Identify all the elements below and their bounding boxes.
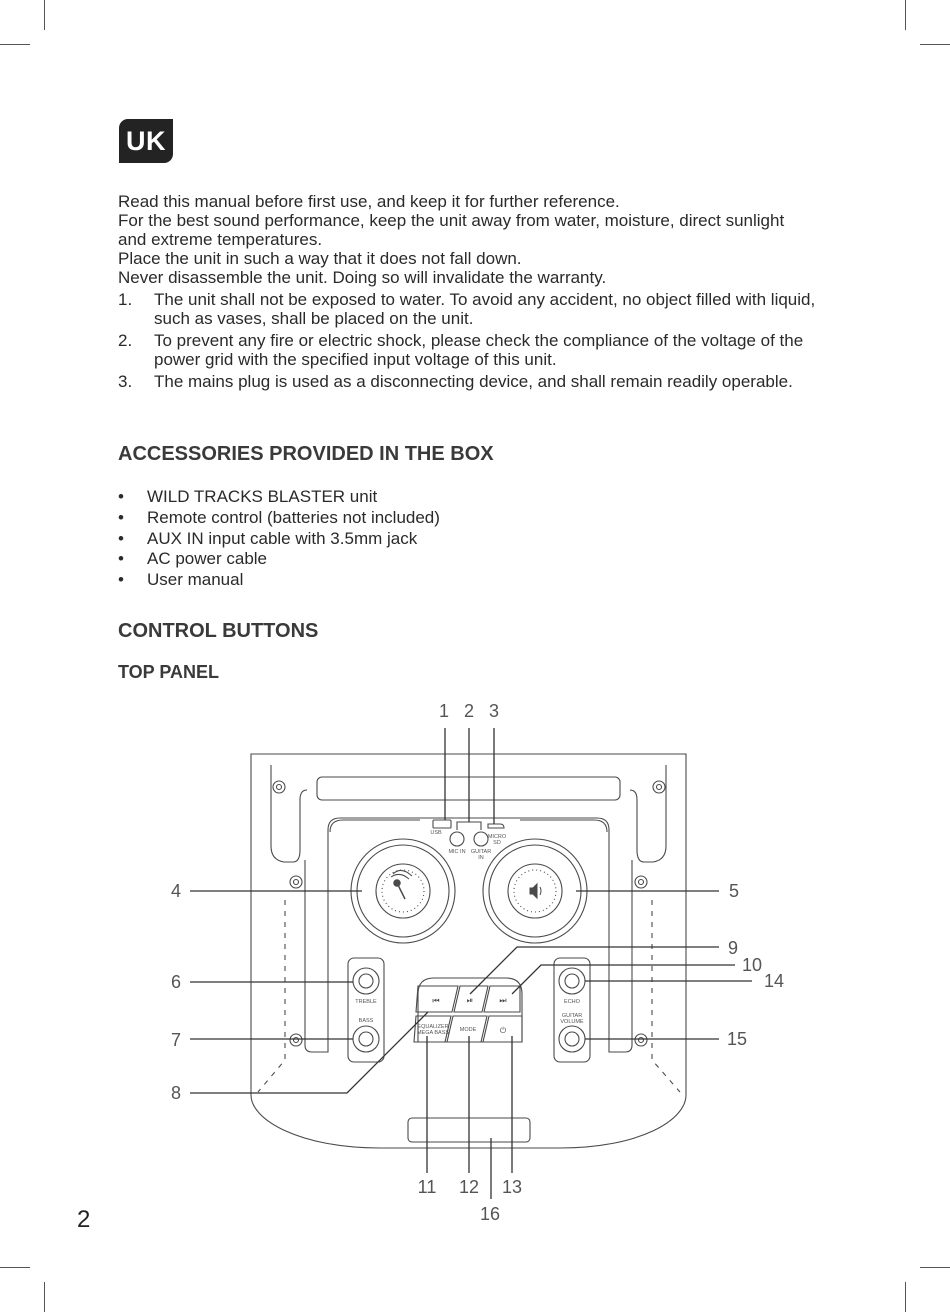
callout-number: 8 [170,1083,182,1103]
callout-number: 10 [741,955,763,975]
guitar-in-jack [474,832,488,846]
callout-number: 15 [726,1029,748,1049]
mic-in-jack [450,832,464,846]
mic-in-label: MIC IN [448,849,466,855]
callout-number: 3 [488,701,500,721]
callout-number: 7 [170,1030,182,1050]
treble-label: TREBLE [355,999,377,1005]
equalizer-label: MEGA BASS [416,1030,450,1036]
bass-label: BASS [358,1018,374,1024]
intro-line: Read this manual before first use, and keep it for further reference. [118,192,620,211]
mic-volume-knob [351,839,455,943]
list-item: • WILD TRACKS BLASTER unit [118,487,440,508]
callout-number: 5 [728,881,740,901]
callout-number: 11 [417,1177,437,1197]
list-item: • Remote control (batteries not included) [118,508,440,529]
list-item: • AC power cable [118,549,440,570]
list-item: • User manual [118,570,440,591]
list-item: • AUX IN input cable with 3.5mm jack [118,529,440,550]
usb-port [433,820,451,828]
bass-knob [353,1026,379,1052]
play-pause-icon: ⏯ [466,996,474,1005]
callout-number: 4 [170,881,182,901]
power-icon: ⏻ [499,1026,507,1035]
callout-number: 6 [170,972,182,992]
safety-item: 3. The mains plug is used as a disconnecting device, and shall remain readily operable. [118,372,793,391]
equalizer-label: EQUALIZER [417,1024,449,1030]
safety-item: 1. The unit shall not be exposed to water. To avoid any accident, no object filled with liquid, such as vases, shall be placed on the unit. [118,290,816,328]
guitar-volume-knob [559,1026,585,1052]
controls-heading: CONTROL BUTTONS [118,620,319,642]
page-number: 2 [77,1206,91,1233]
speaker-icon [530,884,537,898]
top-panel-heading: TOP PANEL [118,662,220,682]
echo-knob [559,968,585,994]
guitar-volume-label: VOLUME [560,1019,584,1025]
guitar-in-label: IN [478,855,484,861]
echo-label: ECHO [564,999,580,1005]
callout-number: 14 [763,971,785,991]
micro-sd-label: SD [493,840,501,846]
accessories-heading: ACCESSORIES PROVIDED IN THE BOX [118,443,494,465]
usb-label: USB [430,830,442,836]
intro-line: Never disassemble the unit. Doing so will invalidate the warranty. [118,268,607,287]
microphone-icon [398,885,405,899]
micro-sd-slot [488,824,504,828]
guitar-in-label: GUITAR [470,849,492,855]
prev-icon: ⏮ [432,996,440,1005]
callout-number: 13 [501,1177,523,1197]
intro-line: For the best sound performance, keep the unit away from water, moisture, direct sunlight and extreme temperatures. [118,211,785,249]
guitar-volume-label: GUITAR [561,1013,583,1019]
callout-number: 1 [438,701,450,721]
callout-number: 9 [727,938,739,958]
callout-number: 12 [458,1177,480,1197]
intro-line: Place the unit in such a way that it does not fall down. [118,249,522,268]
next-icon: ⏭ [499,996,507,1005]
callout-number: 2 [463,701,475,721]
language-badge: UK [119,119,173,163]
micro-sd-label: MICRO [487,834,507,840]
callout-number: 16 [479,1204,501,1224]
mode-label: MODE [459,1027,477,1033]
safety-item: 2. To prevent any fire or electric shock, please check the compliance of the voltage of the power grid with the specified input voltage of this unit. [118,331,804,369]
treble-knob [353,968,379,994]
